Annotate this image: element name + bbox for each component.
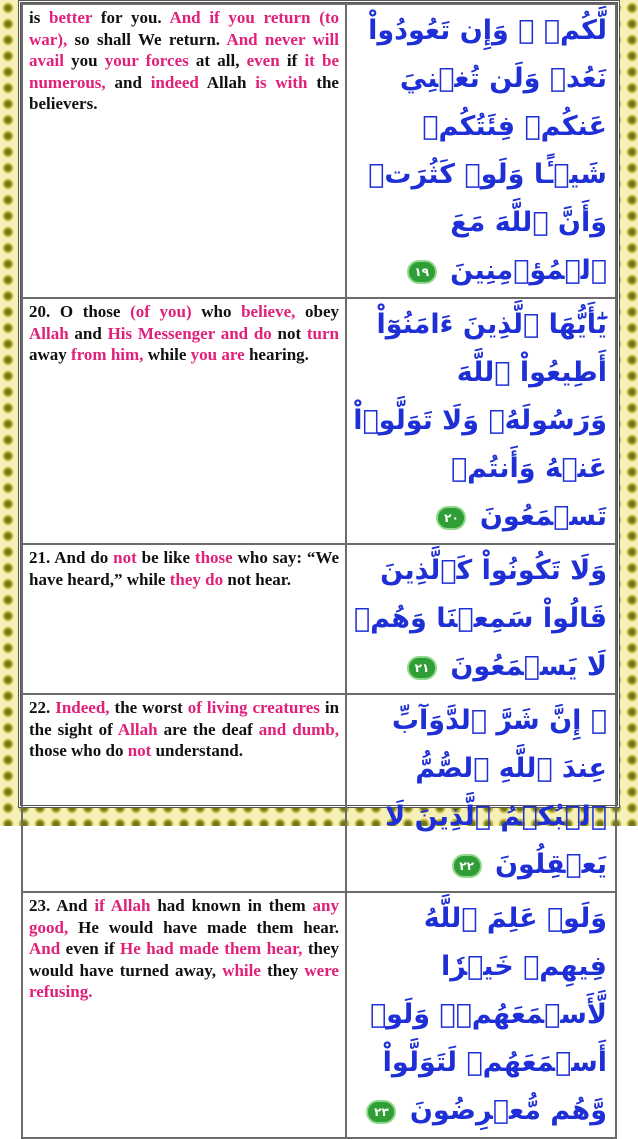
highlighted-word: not (113, 548, 137, 567)
verse-row (22, 298, 616, 544)
arabic-verse-words: وَلَوۡ عَلِمَ ٱللَّهُ فِيهِمۡ خَيۡرٗا لَّأَسۡمَعَهُمۡۖ وَلَوۡ أَسۡمَعَهُمۡ لَتَوَلَّواْ وَّهُم مُّعۡرِضُونَ (369, 903, 607, 1126)
arabic-verse-text (353, 547, 607, 691)
translation-word: they would have turned away, (29, 939, 339, 980)
translation-frame (18, 0, 620, 1126)
highlighted-word: living (206, 698, 248, 717)
translation-word: 21. And do (29, 548, 114, 567)
translation-word: He would have made them hear. (68, 917, 339, 937)
highlighted-word: Allah (29, 323, 69, 343)
translation-word: and (68, 323, 108, 343)
highlighted-word: and (258, 719, 287, 739)
translation-word: had known in them (150, 896, 313, 915)
translation-word: for you. (92, 8, 170, 27)
translation-word: away (29, 345, 72, 364)
translation-word: in the sight of (29, 698, 340, 739)
ayah-number-icon: ٢٠ (436, 506, 466, 530)
highlighted-word: And if (169, 8, 220, 27)
arabic-verse-words: وَلَا تَكُونُواْ كَٱلَّذِينَ قَالُواْ سَمِعۡنَا وَهُمۡ لَا يَسۡمَعُونَ (353, 555, 607, 682)
highlighted-word: those (194, 548, 233, 567)
translation-word: even if (60, 939, 121, 958)
english-translation-cell (22, 694, 346, 892)
highlighted-word: you (190, 345, 218, 364)
english-translation-cell (22, 544, 346, 694)
verse-row (22, 892, 616, 1138)
highlighted-word: do (205, 569, 224, 589)
translation-word: you (63, 51, 105, 70)
highlighted-word: any good, (29, 896, 340, 937)
arabic-verse-text (353, 895, 607, 1135)
arabic-verse-cell (346, 892, 616, 1138)
highlighted-word: creatures (252, 698, 320, 717)
highlighted-word: and do (220, 323, 272, 343)
translation-word: and (105, 72, 151, 92)
highlighted-word: of (187, 698, 202, 717)
ayah-number-icon: ٢٢ (452, 854, 482, 878)
highlighted-word: while (222, 960, 261, 980)
translation-word: who (191, 302, 242, 321)
arabic-verse-cell (346, 4, 616, 298)
translation-word: not (271, 323, 307, 343)
translation-word: those who do (29, 741, 128, 760)
verse-row (22, 544, 616, 694)
translation-word: 23. And (29, 896, 95, 915)
translation-word: if (279, 51, 305, 70)
highlighted-word: if (94, 896, 105, 915)
highlighted-word: Indeed, (55, 698, 110, 717)
highlighted-word: it be numerous, (29, 51, 339, 92)
arabic-verse-text (353, 301, 607, 541)
translation-word: 22. (29, 698, 56, 717)
translation-word: are the deaf (157, 719, 259, 739)
highlighted-word: not (127, 741, 152, 760)
translation-word: at all, (188, 51, 247, 70)
highlighted-word: you return (228, 8, 311, 27)
translation-word: the believers. (29, 72, 339, 113)
highlighted-word: they (169, 569, 201, 589)
highlighted-word: (to war), (29, 8, 340, 49)
arabic-verse-text (353, 697, 607, 889)
ayah-number-icon: ١٩ (407, 260, 437, 284)
arabic-verse-words: ۞ إِنَّ شَرَّ ٱلدَّوَآبِّ عِندَ ٱللَّهِ ٱلصُّمُّ ٱلۡبُكۡمُ ٱلَّذِينَ لَا يَعۡقِلُونَ (385, 705, 607, 880)
arabic-verse-words: لَّكُمۡ ۖ وَإِن تَعُودُواْ نَعُدۡ وَلَن تُغۡنِيَ عَنكُمۡ فِئَتُكُمۡ شَيۡـًٔا وَلَوۡ كَثُرَتۡ وَأَنَّ ٱللَّهَ مَعَ ٱلۡمُؤۡمِنِينَ (368, 15, 607, 286)
english-translation-text (29, 7, 339, 115)
highlighted-word: better (49, 8, 93, 27)
highlighted-word: And (29, 939, 61, 958)
verse-row (22, 694, 616, 892)
translation-word: 20. O those (29, 302, 131, 321)
translation-word: who say: “We have heard,” while (29, 548, 339, 589)
translation-word (305, 30, 312, 49)
translation-word: obey (295, 302, 339, 321)
highlighted-word: even (246, 51, 280, 70)
english-translation-text (29, 895, 339, 1003)
arabic-verse-cell (346, 298, 616, 544)
arabic-verse-cell (346, 694, 616, 892)
verse-row (22, 4, 616, 298)
translation-word (310, 8, 319, 27)
ayah-number-icon: ٢٣ (366, 1100, 396, 1124)
translation-word: the worst (109, 698, 188, 717)
highlighted-word: were refusing. (29, 960, 339, 1001)
translation-word: Allah (198, 72, 256, 92)
highlighted-word: Allah (117, 719, 158, 739)
arabic-verse-words: يَٰٓأَيُّهَا ٱلَّذِينَ ءَامَنُوٓاْ أَطِيعُواْ ٱللَّهَ وَرَسُولَهُۥ وَلَا تَوَلَّوۡاْ عَنۡهُ وَأَنتُمۡ تَسۡمَعُونَ (353, 309, 607, 532)
translation-word: they (260, 960, 305, 980)
highlighted-word: indeed (150, 72, 199, 92)
english-translation-cell (22, 4, 346, 298)
english-translation-cell (22, 298, 346, 544)
translation-word: hearing. (244, 345, 309, 364)
highlighted-word: your forces (104, 51, 189, 70)
highlighted-word: (of you) (130, 302, 192, 321)
translation-word: is (29, 8, 50, 27)
translation-word: not hear. (223, 569, 291, 589)
highlighted-word: turn (306, 323, 339, 343)
highlighted-word: will avail (29, 29, 339, 70)
highlighted-word: believe, (241, 302, 296, 321)
translation-word: be like (136, 548, 195, 567)
highlighted-word: His Messenger (107, 323, 215, 343)
highlighted-word: He had made them hear, (120, 939, 303, 958)
arabic-verse-text (353, 7, 607, 295)
translation-word: so shall We return. (67, 29, 227, 49)
translation-word: while (143, 345, 191, 364)
ayah-number-icon: ٢١ (407, 656, 437, 680)
english-translation-text (29, 301, 339, 366)
arabic-verse-cell (346, 544, 616, 694)
highlighted-word: Allah (110, 896, 151, 915)
english-translation-cell (22, 892, 346, 1138)
highlighted-word: And never (226, 29, 306, 49)
english-translation-text (29, 697, 339, 762)
highlighted-word: are (221, 345, 245, 364)
highlighted-word: from him, (71, 345, 144, 364)
translation-word: understand. (151, 741, 243, 760)
verse-table (21, 3, 617, 1139)
highlighted-word: is with (255, 72, 308, 92)
english-translation-text (29, 547, 339, 590)
highlighted-word: dumb, (292, 719, 340, 739)
